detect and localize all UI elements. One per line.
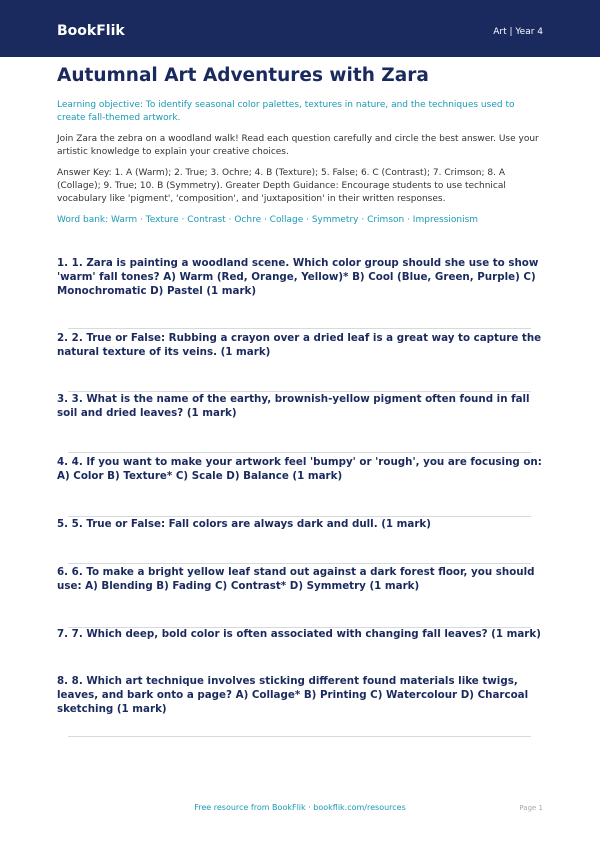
question-6: 6. 6. To make a bright yellow leaf stand out against a dark forest floor, you should use: A) Blending B) Fading C) Contrast* D) Symmetry (1 mark) — [57, 566, 535, 592]
question-5: 5. 5. True or False: Fall colors are always dark and dull. (1 mark) — [57, 518, 431, 530]
answer-line — [68, 328, 531, 329]
answer-key: Answer Key: 1. A (Warm); 2. True; 3. Ochre; 4. B (Texture); 5. False; 6. C (Contrast); 7. Crimson; 8. A (Collage); 9. True; 10. B (Symmetry). Greater Depth Guidance: Encourage students to use technical vocabulary like 'pigment', 'composition', and 'juxtaposition' in their written responses. — [57, 168, 506, 204]
brand-logo-text: BookFlik — [57, 23, 125, 39]
question-2: 2. 2. True or False: Rubbing a crayon over a dried leaf is a great way to capture the natural texture of its veins. (1 mark) — [57, 332, 542, 358]
header-bar — [0, 0, 600, 57]
question-7: 7. 7. Which deep, bold color is often associated with changing fall leaves? (1 mark) — [57, 628, 541, 640]
page-title: Autumnal Art Adventures with Zara — [57, 65, 429, 86]
word-bank: Word bank: Warm · Texture · Contrast · Ochre · Collage · Symmetry · Crimson · Impressionism — [57, 215, 479, 225]
question-3: 3. 3. What is the name of the earthy, brownish-yellow pigment often found in fall soil and dried leaves? (1 mark) — [57, 393, 530, 419]
instructions: Join Zara the zebra on a woodland walk! Read each question carefully and circle the best answer. Use your artistic knowledge to explain your creative choices. — [57, 134, 539, 157]
worksheet-intro — [57, 64, 543, 227]
subject-year-label: Art | Year 4 — [493, 27, 543, 37]
learning-objective: Learning objective: To identify seasonal color palettes, textures in nature, and the techniques used to create fall-themed artwork. — [57, 100, 515, 123]
answer-line — [68, 736, 531, 737]
question-8: 8. 8. Which art technique involves sticking different found materials like twigs, leaves, and bark onto a page? A) Collage* B) Printing C) Watercolour D) Charcoal sketching (1 mark) — [57, 675, 529, 715]
question-4: 4. 4. If you want to make your artwork feel 'bumpy' or 'rough', you are focusing on: A) Color B) Texture* C) Scale D) Balance (1 mark) — [57, 456, 542, 482]
answer-line — [68, 563, 531, 564]
answer-line — [68, 452, 531, 453]
footer-resource-link[interactable]: Free resource from BookFlik · bookflik.com/resources — [194, 803, 406, 812]
page-number: Page 1 — [519, 804, 543, 812]
question-1: 1. 1. Zara is painting a woodland scene. Which color group should she use to show 'warm' fall tones? A) Warm (Red, Orange, Yellow)* B) Cool (Blue, Green, Purple) C) Monochromatic D) Pastel (1 mark) — [57, 257, 539, 297]
